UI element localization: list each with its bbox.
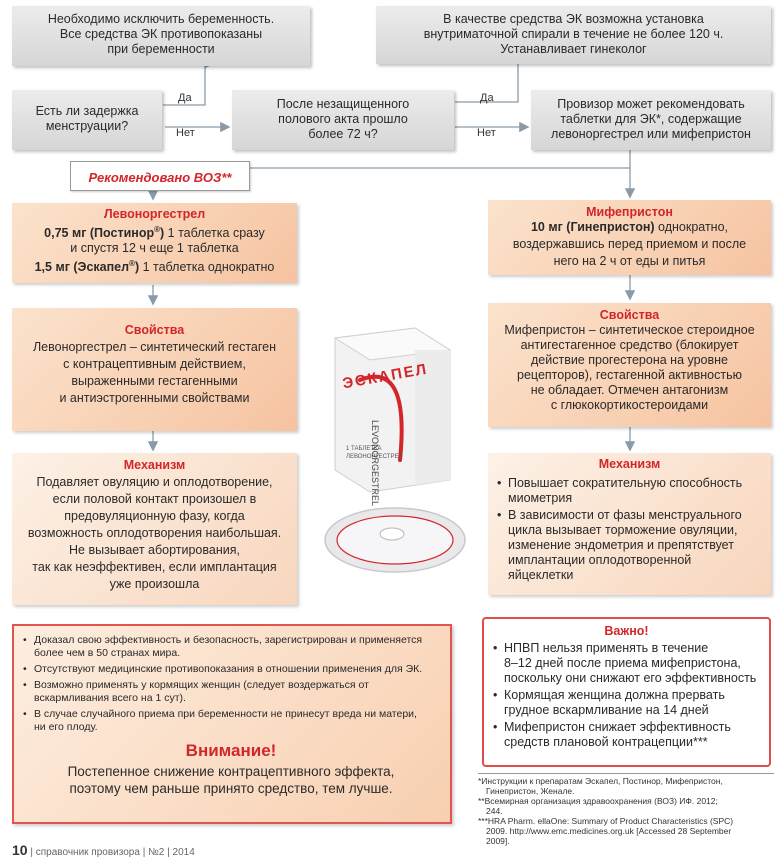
important-box: Важно! • НПВП нельзя применять в течение 8–12 дней после приема мифепристона, поскольку они снижают его эффективность • Кормящая женщина должна прервать грудное вскармливание на 14 дней • Мифепристон снижает эффективность средств плановой контрацепции*** [482,617,771,767]
label-no-2: Нет [477,127,496,139]
list-item: • НПВП нельзя применять в течение 8–12 дней после приема мифепристона, поскольку они снижают его эффективность [492,641,761,686]
package-side-text: LEVONORGESTREL [370,420,380,507]
pharmacist-recommendation-box: Провизор может рекомендовать таблетки для ЭК*, содержащие левоноргестрел или мифепристон [531,90,771,150]
levonorgestrel-mechanism-box: Механизм Подавляет овуляцию и оплодотворение, если половой контакт произошел в предовуляционную фазу, когда возможность оплодотворения наибольшая. Не вызывает абортирования, так как неэффективен, если имплантация уже произошла [12,453,297,605]
package-brand: ЭСКАПЕЛ [341,360,430,393]
mifepristone-mechanism-box: Механизм • Повышает сократительную способность миометрия • В зависимости от фазы менструального цикла вызывает торможение овуляции, изменение эндометрия и препятствует имплантации оплодотворенной яйцеклетки [488,453,771,595]
list-item: • Кормящая женщина должна прервать грудное вскармливание на 14 дней [492,688,761,718]
list-item: • В зависимости от фазы менструального цикла вызывает торможение овуляции, изменение эндометрия и препятствует имплантации оплодотворенной яйцеклетки [496,508,763,583]
package-illustration [320,320,470,580]
benefits-attention-box: • Доказал свою эффективность и безопасность, зарегистрирован и применяется более чем в 50 странах мира. • Отсутствуют медицинские противопоказания в отношении применения для ЭК. • Возможно применять у кормящих женщин (следует воздержаться от вскармливания всего на 1 сут). • В случае случайного приема при беременности не принесут вреда ни матери, ни его плоду. Внимание! Постепенное снижение контрацептивного эффекта, поэтому чем раньше принято средство, тем лучше. [12,624,452,824]
footnotes: *Инструкции к препаратам Эскапел, Постинор, Мифепристон, Гинепристон, Женале. **Всемирная организация здравоохранения (ВОЗ) ИФ. 2012; 244. ***HRA Pharm. ellaOne: Summary of Product Characteristics (SPC) 2009. http://www.emc.medicines.org.uk [Accessed 28 September 2009]. [478,773,774,846]
mifepristone-properties-box: Свойства Мифепристон – синтетическое стероидное антигестагенное средство (блокирует действие прогестерона на уровне рецепторов), гестагенной активностью не обладает. Отмечен антагонизм с глюкокортикостероидами [488,303,771,427]
mifepristone-dosage-box: Мифепристон 10 мг (Гинепристон) однократно, воздержавшись перед приемом и после него на 2 ч от еды и питья [488,200,771,275]
list-item: • Мифепристон снижает эффективность средств плановой контрацепции*** [492,720,761,750]
important-list [492,641,761,750]
attention-heading: Внимание! [185,741,277,760]
who-recommended-label: Рекомендовано ВОЗ** [70,161,250,191]
question-menstruation-delay: Есть ли задержка менструации? [12,90,162,150]
list-item: • Доказал свою эффективность и безопасность, зарегистрирован и применяется более чем в 50 странах мира. [22,634,440,660]
question-72h: После незащищенного полового акта прошло более 72 ч? [232,90,454,150]
package-count: 1 ТАБЛЕТКА [346,446,382,452]
label-no-1: Нет [176,127,195,139]
mifepristone-mechanism-list [496,476,763,583]
iud-option-box: В качестве средства ЭК возможна установка внутриматочной спирали в течение не более 120 ч. Устанавливает гинеколог [376,6,771,64]
benefits-list [22,634,440,734]
label-yes-1: Да [178,92,192,104]
escapel-package-image [320,320,470,580]
levonorgestrel-dosage-box: Левоноргестрел 0,75 мг (Постинор®) 1 таблетка сразу и спустя 12 ч еще 1 таблетка 1,5 мг (Эскапел®) 1 таблетка однократно [12,203,297,283]
page-footer: 10 | справочник провизора | №2 | 2014 [12,842,195,858]
list-item: • Отсутствуют медицинские противопоказания в отношении применения для ЭК. [22,663,440,676]
package-inn: ЛЕВОНОРГЕСТРЕЛ [346,454,403,460]
page-number: 10 [12,842,28,858]
levonorgestrel-properties-box: Свойства Левоноргестрел – синтетический гестаген с контрацептивным действием, выраженными гестагенными и антиэстрогенными свойствами [12,308,297,431]
list-item: • В случае случайного приема при беременности не принесут вреда ни матери, ни его плоду. [22,708,440,734]
label-yes-2: Да [480,92,494,104]
list-item: • Возможно применять у кормящих женщин (следует воздержаться от вскармливания всего на 1 сут). [22,679,440,705]
list-item: • Повышает сократительную способность миометрия [496,476,763,506]
pregnancy-exclusion-box: Необходимо исключить беременность. Все средства ЭК противопоказаны при беременности [12,6,310,66]
